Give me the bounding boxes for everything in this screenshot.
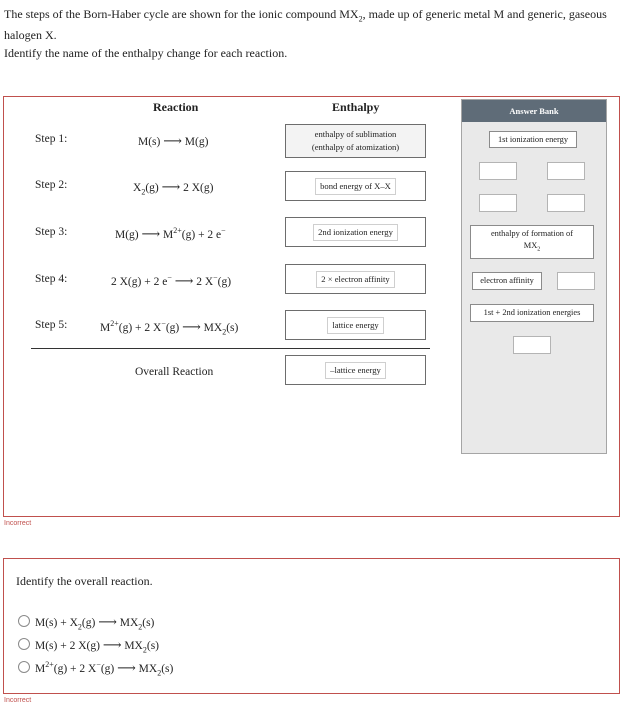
step-4-label: Step 4: bbox=[35, 273, 68, 285]
reaction-header: Reaction bbox=[153, 100, 199, 114]
option-2-radio[interactable] bbox=[18, 638, 30, 650]
step-5-reaction: $M^{2+}(g) + 2$ X−(g) ⟶ $MX_2(s)$ bbox=[100, 319, 239, 337]
step-4-reaction: 2 X(g) + 2 e− ⟶ 2 X−(g) bbox=[111, 273, 232, 288]
option-3-radio[interactable] bbox=[18, 661, 30, 673]
overall-enthalpy-slot[interactable]: –lattice energy bbox=[285, 355, 426, 385]
step-2-reaction: $X_2(g)$ ⟶ 2 X(g) bbox=[133, 179, 214, 197]
option-3-label[interactable]: $M^{2+}(g) + 2$ X−(g) ⟶ $MX_2(s)$ bbox=[35, 660, 174, 678]
step-5-label: Step 5: bbox=[35, 319, 68, 331]
question-ask: Identify the name of the enthalpy change for each reaction. bbox=[4, 46, 288, 60]
bank-empty-slot bbox=[479, 194, 517, 212]
answer-bank-title: Answer Bank bbox=[462, 100, 606, 122]
bank-item-1st-2nd-ionization[interactable]: 1st + 2nd ionization energies bbox=[470, 304, 594, 322]
option-1-radio[interactable] bbox=[18, 615, 30, 627]
step-1-reaction: M(s) ⟶ M(g) bbox=[138, 133, 209, 148]
bank-item-1st-ionization[interactable]: 1st ionization energy bbox=[489, 131, 577, 148]
step-3-reaction: M(g) ⟶ $M^{2+}(g) + 2$ e− bbox=[115, 226, 226, 241]
step-1-enthalpy-slot[interactable]: enthalpy of sublimation (enthalpy of atomization) bbox=[285, 124, 426, 158]
reaction-divider bbox=[31, 348, 430, 349]
step-1-label: Step 1: bbox=[35, 133, 68, 145]
option-1-label[interactable]: $M(s) + X_2(g)$ ⟶ $MX_2(s)$ bbox=[35, 614, 155, 632]
step-3-label: Step 3: bbox=[35, 226, 68, 238]
status-incorrect: Incorrect bbox=[4, 697, 32, 704]
bank-item-formation-enthalpy[interactable]: enthalpy of formation of $MX_2$ bbox=[470, 225, 594, 259]
bank-empty-slot bbox=[547, 194, 585, 212]
option-2-label[interactable]: M(s) + 2 X(g) ⟶ $MX_2(s)$ bbox=[35, 637, 159, 655]
overall-reaction-prompt: Identify the overall reaction. bbox=[16, 574, 153, 588]
bank-empty-slot bbox=[547, 162, 585, 180]
enthalpy-header: Enthalpy bbox=[332, 100, 380, 114]
step-3-enthalpy-slot[interactable]: 2nd ionization energy bbox=[285, 217, 426, 247]
step-4-enthalpy-slot[interactable]: 2 × electron affinity bbox=[285, 264, 426, 294]
step-5-enthalpy-slot[interactable]: lattice energy bbox=[285, 310, 426, 340]
overall-reaction-label: Overall Reaction bbox=[135, 366, 214, 378]
step-2-label: Step 2: bbox=[35, 179, 68, 191]
question-intro: The steps of the Born-Haber cycle are shown for the ionic compound $MX_2$, made up of generic metal M and generic, gaseous halogen X. bbox=[4, 7, 607, 43]
bank-empty-slot bbox=[557, 272, 595, 290]
status-incorrect: Incorrect bbox=[4, 520, 32, 527]
step-2-enthalpy-slot[interactable]: bond energy of X–X bbox=[285, 171, 426, 201]
bank-empty-slot bbox=[479, 162, 517, 180]
bank-empty-slot bbox=[513, 336, 551, 354]
bank-item-electron-affinity[interactable]: electron affinity bbox=[472, 272, 542, 290]
